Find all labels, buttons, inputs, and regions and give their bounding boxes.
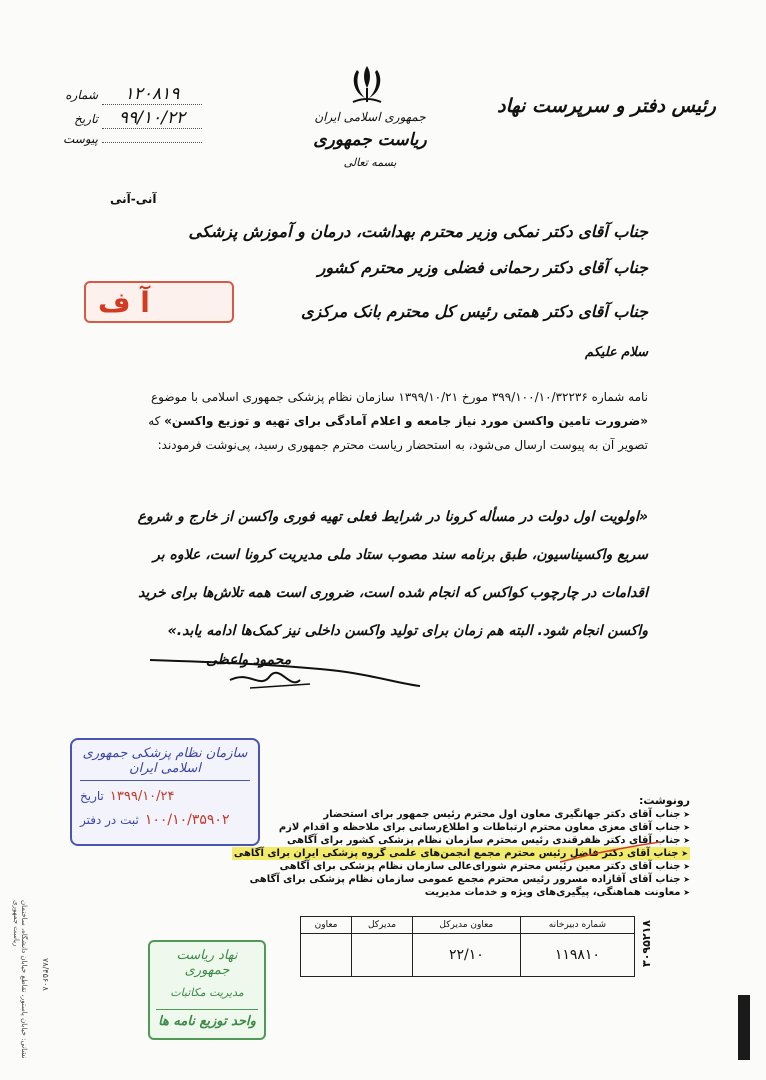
body-part1: نامه شماره ۳۹۹/۱۰۰/۱۰/۳۲۲۳۶ مورخ ۱۳۹۹/۱۰/۲۱ سازمان نظام پزشکی جمهوری اسلامی با موضوع <box>150 390 648 404</box>
meta-number-row <box>60 84 210 108</box>
cc-item: ➤ جناب آقای دکتر ظفرقندی رئیس محترم سازمان نظام پزشکی کشور برای آگاهی <box>220 834 690 847</box>
urgency-label: آنی-آنی <box>110 192 157 206</box>
blue-stamp-date-row <box>80 789 250 804</box>
red-pen-mark <box>560 840 660 866</box>
cc-title: رونوشت: <box>638 794 690 807</box>
cc-item: ➤ جناب آقای دکتر معین رئیس محترم شورای‌عالی سازمان نظام پزشکی برای آگاهی <box>220 860 690 873</box>
red-classification-stamp <box>84 281 234 323</box>
meta-date-value: ۹۹/۱۰/۲۲ <box>102 108 202 129</box>
cc-item: ➤ جناب آقای دکتر جهانگیری معاون اول محترم رئیس جمهور برای استحضار <box>220 808 690 821</box>
letter-body <box>118 385 648 457</box>
routing-header-cell: مدیرکل <box>352 917 413 934</box>
routing-header-cell: معاون مدیرکل <box>412 917 520 934</box>
routing-value-cell <box>301 934 352 977</box>
body-subject: «ضرورت تامین واکسن مورد نیاز جامعه و اعلام آمادگی برای تهیه و توزیع واکسن» <box>164 414 648 428</box>
body-part2: که تصویر آن به پیوست ارسال می‌شود، به استحضار ریاست محترم جمهوری رسید، پی‌نوشت فرمودند: <box>148 414 648 452</box>
scan-edge-bar <box>738 995 750 1060</box>
cc-item: ➤ جناب آقای معزی معاون محترم ارتباطات و اطلاع‌رسانی برای ملاحظه و اقدام لازم <box>220 821 690 834</box>
blue-stamp-title: سازمان نظام پزشکی جمهوری اسلامی ایران <box>80 746 250 781</box>
meta-attachment-label: پیوست <box>63 132 98 146</box>
addressee-3: جناب آقای دکتر همتی رئیس کل محترم بانک مرکزی <box>300 302 648 321</box>
cc-item-highlighted: ➤ جناب آقای دکتر فاضل رئیس محترم مجمع انجمن‌های علمی گروه پزشکی ایران برای آگاهی <box>232 847 690 860</box>
letter-meta <box>60 84 210 156</box>
green-stamp-line2: مدیریت مکاتبات <box>170 986 244 999</box>
blue-stamp-date-value: ۱۳۹۹/۱۰/۲۴ <box>109 789 175 804</box>
routing-value-cell: ۲۲/۱۰ <box>412 934 520 977</box>
routing-header-row <box>301 917 635 934</box>
routing-header-cell: معاون <box>301 917 352 934</box>
red-stamp-text: آ ف <box>98 285 150 319</box>
green-stamp-line1: نهاد ریاست جمهوری <box>176 948 238 978</box>
routing-side-number: ۳۰۹۵۲۱۸ <box>640 920 653 967</box>
meta-attachment-row <box>60 132 210 156</box>
blue-stamp-reg-value: ۱۰۰/۱۰/۳۵۹۰۲ <box>144 812 230 828</box>
routing-table <box>300 916 635 977</box>
addressee-1: جناب آقای دکتر نمکی وزیر محترم بهداشت، درمان و آموزش پزشکی <box>188 222 648 241</box>
presidential-note: «اولویت اول دولت در مسأله کرونا در شرایط فعلی تهیه فوری واکسن از خارج و شروع سریع واکسیناسیون، طبق برنامه سند مصوب ستاد ملی مدیریت کرونا است، علاوه بر اقدامات در چارچوب کواکس که انجام شده است، ضروری است همه تلاش‌ها برای خرید واکسن انجام شود. البته هم زمان برای تولید واکسن داخلی نیز کمک‌ها ادامه یابد.» <box>137 509 648 639</box>
routing-header-cell: شماره دبیرخانه <box>520 917 634 934</box>
signer-name: محمود واعظی <box>206 652 292 668</box>
margin-code: ۷۸/۴۵۶۰۸ <box>41 958 50 991</box>
green-stamp-line3: واحد توزیع نامه ها <box>156 1009 258 1029</box>
addressee-2: جناب آقای دکتر رحمانی فضلی وزیر محترم کشور <box>317 258 648 277</box>
routing-value-cell: ۱۱۹۸۱۰ <box>520 934 634 977</box>
bismillah-line: بسمه تعالی <box>343 156 397 169</box>
office-title: رئیس دفتر و سرپرست نهاد <box>497 95 716 117</box>
routing-value-cell <box>352 934 413 977</box>
blue-stamp-date-label: تاریخ <box>80 789 104 803</box>
blue-stamp-reg-label: ثبت در دفتر <box>80 813 139 827</box>
iran-emblem-icon <box>345 62 389 106</box>
meta-date-row <box>60 108 210 132</box>
meta-attachment-value <box>102 142 202 143</box>
margin-address-note: نشانی: خیابان پاستور، تقاطع خیابان دانشگاه، ساختمان ریاست جمهوری <box>12 900 28 1059</box>
cc-item: ➤ جناب آقای آقازاده مسرور رئیس محترم مجمع عمومی سازمان نظام پزشکی برای آگاهی <box>220 873 690 886</box>
cc-item: ➤ معاونت هماهنگی، پیگیری‌های ویژه و خدمات مدیریت <box>220 886 690 899</box>
green-distribution-stamp <box>148 940 266 1040</box>
meta-number-value: ۱۲۰۸۱۹ <box>102 84 202 105</box>
org-name-line2: ریاست جمهوری <box>313 130 427 150</box>
meta-date-label: تاریخ <box>74 112 98 126</box>
meta-number-label: شماره <box>65 88 98 102</box>
org-name-line1: جمهوری اسلامی ایران <box>314 110 426 124</box>
signature-scribble <box>150 640 430 700</box>
greeting: سلام علیکم <box>584 345 648 360</box>
routing-value-row <box>301 934 635 977</box>
